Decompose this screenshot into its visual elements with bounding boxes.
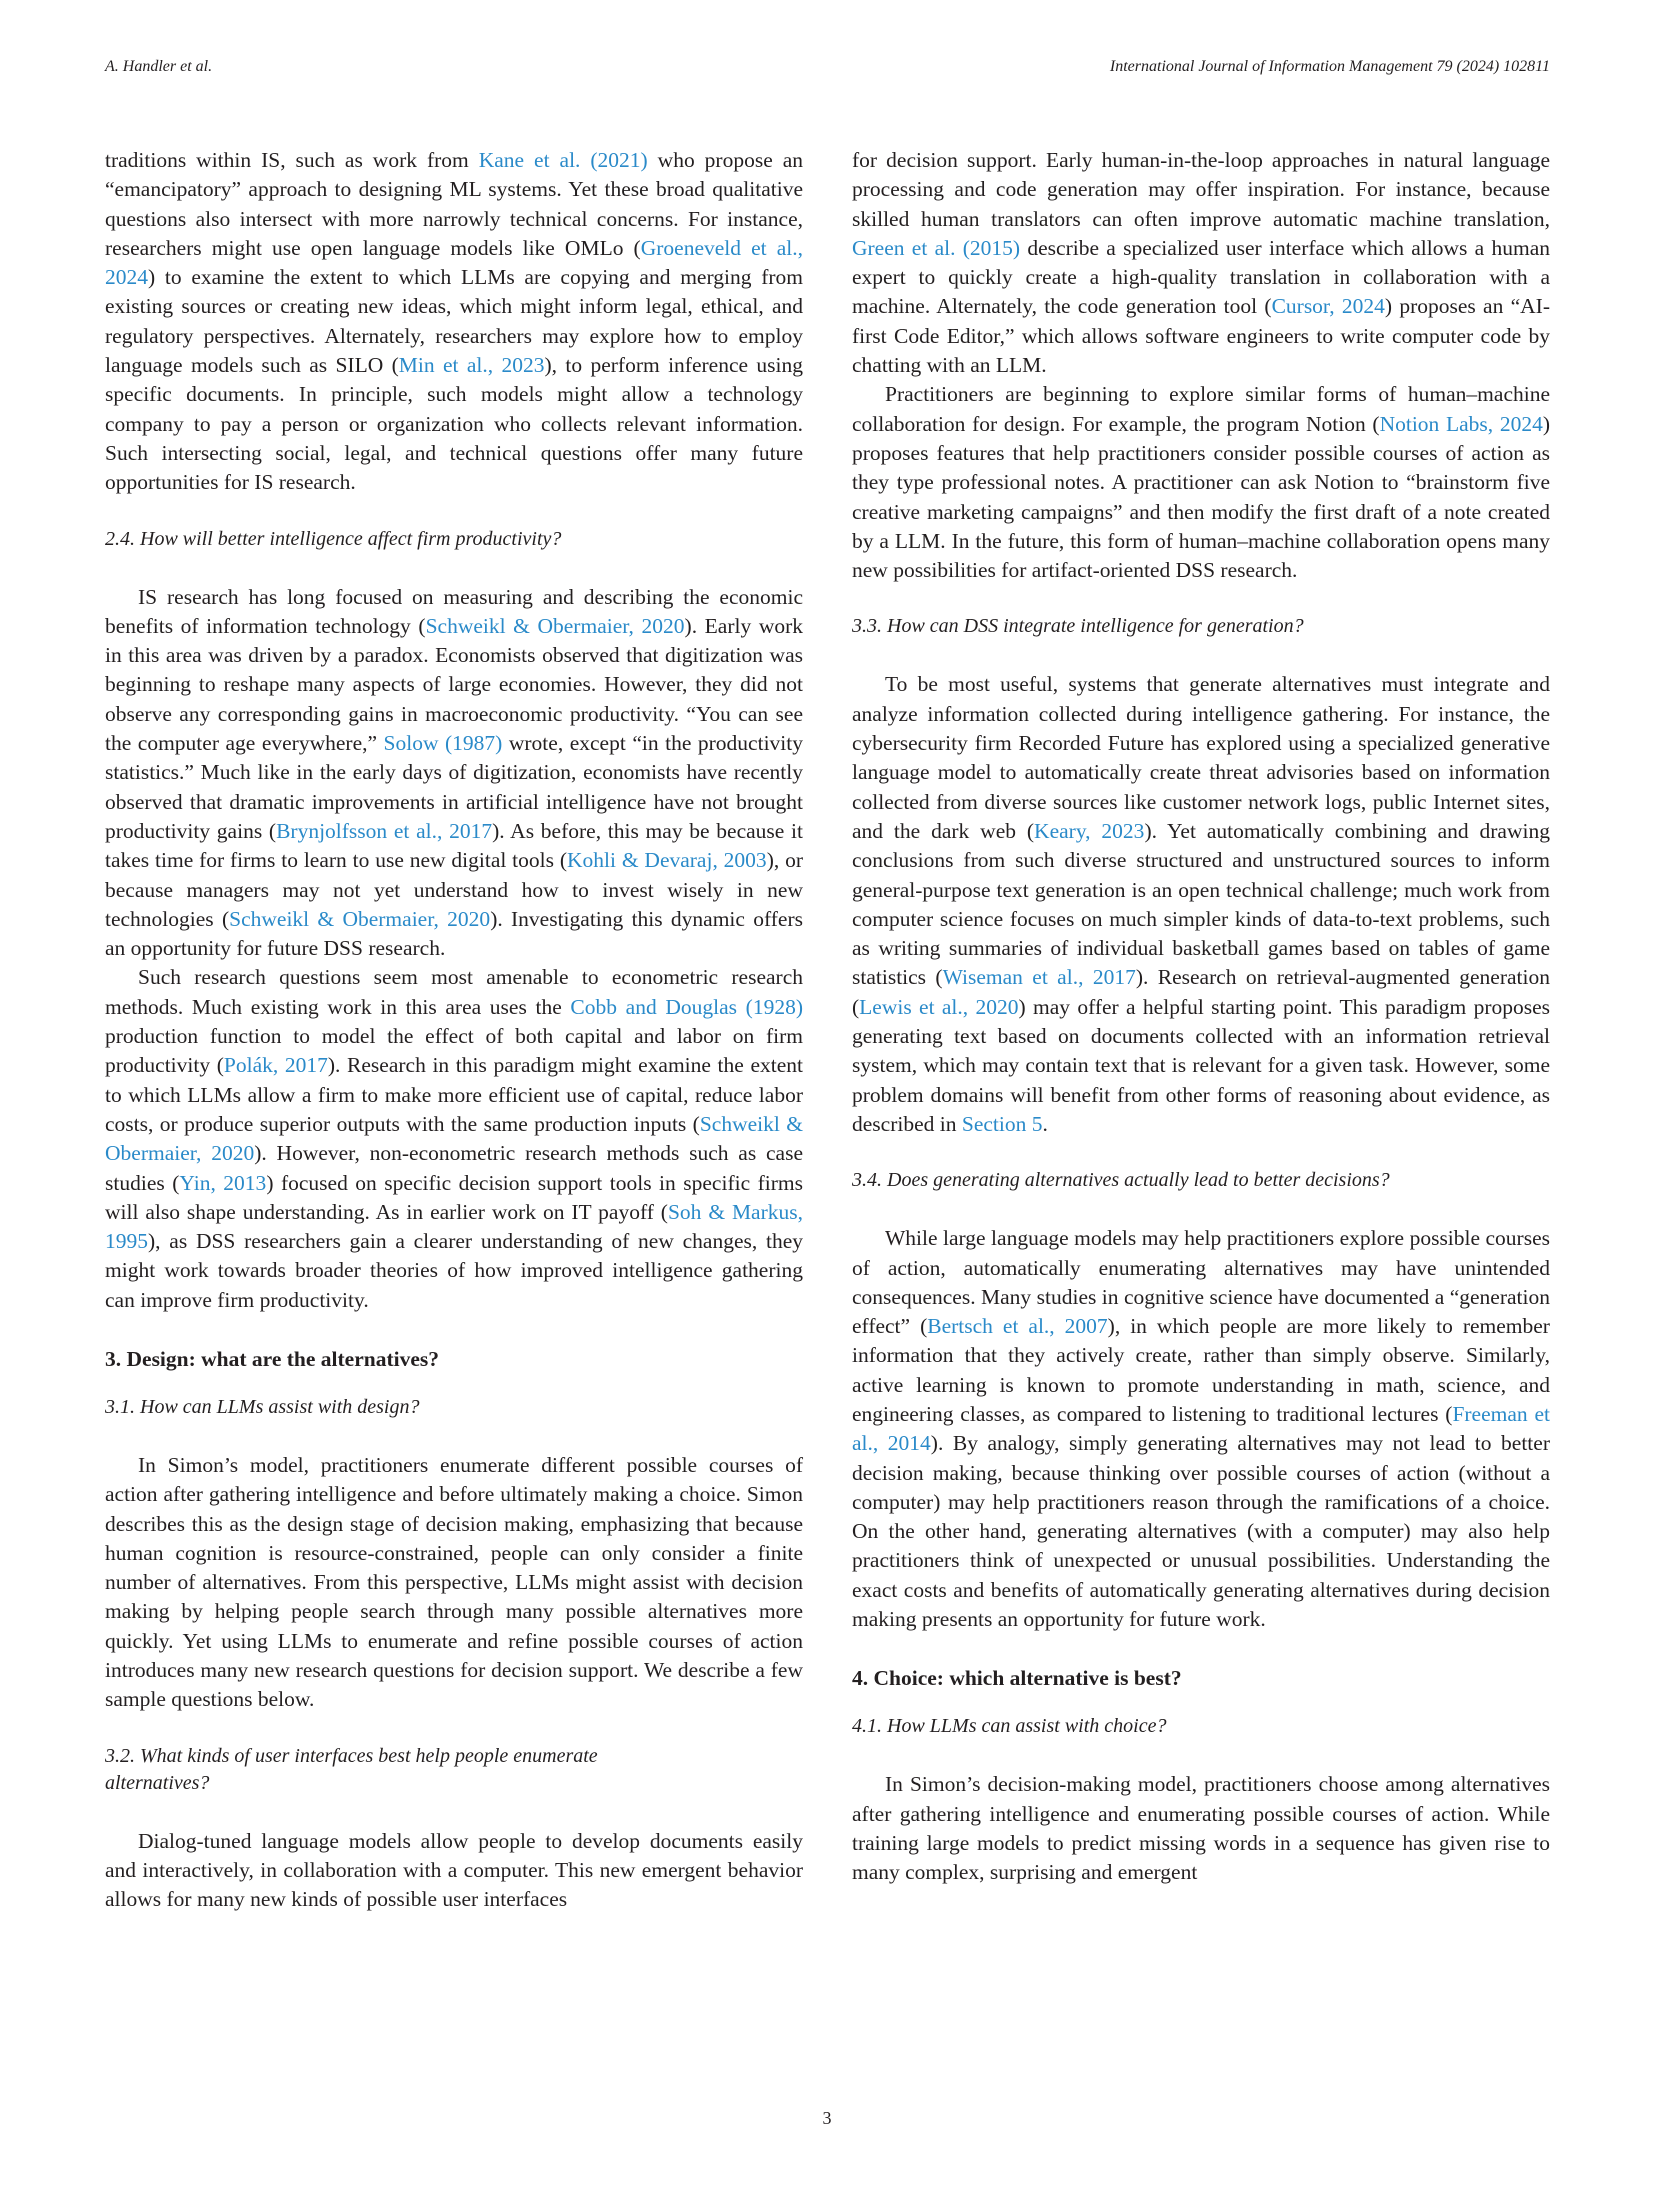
citation-link[interactable]: Solow (1987) [383,731,503,756]
citation-link[interactable]: Schweikl & Obermaier, 2020 [229,906,491,931]
citation-link[interactable]: Soh & Markus, 1995 [105,1199,804,1254]
section-link[interactable]: Section 5 [961,1111,1043,1136]
citation-link[interactable]: Kohli & Devaraj, 2003 [567,848,767,873]
paragraph: Practitioners are beginning to explore similar forms of human–machine collaboration for design. For example, the program Notion (Notion Labs, 2024) proposes features that help practitioners consider possible courses of action as they type professional notes. A practitioner can ask Notion to “brainstorm five creative marketing campaigns” and then modify the first draft of a note created by a LLM. In the future, this form of human–machine collaboration opens many new possibilities for artifact-oriented DSS research. [852,382,1550,583]
header-authors: A. Handler et al. [105,58,213,75]
right-column [852,146,1550,1888]
paragraph: Dialog-tuned language models allow people to develop documents easily and interactively, in collaboration with a computer. This new emergent behavior allows for many new kinds of possible user interfaces [105,1828,803,1912]
paragraph: While large language models may help practitioners explore possible courses of action, automatically enumerating alternatives may have unintended consequences. Many studies in cognitive science have documented a “generation effect” (Bertsch et al., 2007), in which people are more likely to remember information that they actively create, rather than simply observe. Similarly, active learning is known to promote understanding in math, science, and engineering classes, as compared to listening to traditional lectures (Freeman et al., 2014). By analogy, simply generating alternatives may not lead to better decision making, because thinking over possible courses of action (without a computer) may help practitioners reason through the ramifications of a choice. On the other hand, generating alternatives (with a computer) may also help practitioners think of unexpected or unusual possibilities. Understanding the exact costs and benefits of automatically generating alternatives during decision making presents an opportunity for future work. [852,1226,1550,1632]
paragraph: In Simon’s decision-making model, practitioners choose among alternatives after gathering intelligence and enumerating possible courses of action. While training large models to predict missing words in a sequence has given rise to many complex, surprising and emergent [852,1772,1550,1885]
citation-link[interactable]: Cursor, 2024 [1271,294,1385,319]
subsection-heading-3-3: 3.3. How can DSS integrate intelligence for generation? [852,615,1304,638]
running-head [105,58,1550,82]
left-column [105,146,803,1915]
paragraph: Such research questions seem most amenable to econometric research methods. Much existing work in this area uses the Cobb and Douglas (1928) production function to model the effect of both capital and labor on firm productivity (Polák, 2017). Research in this paradigm might examine the extent to which LLMs allow a firm to make more efficient use of capital, reduce labor costs, or produce superior outputs with the same production inputs (Schweikl & Obermaier, 2020). However, non-econometric research methods such as case studies (Yin, 2013) focused on specific decision support tools in specific firms will also shape understanding. As in earlier work on IT payoff (Soh & Markus, 1995), as DSS researchers gain a clearer understanding of new changes, they might work towards broader theories of how improved intelligence gathering can improve firm productivity. [105,965,804,1312]
section-heading-3: 3. Design: what are the alternatives? [105,1346,439,1371]
citation-link[interactable]: Yin, 2013 [179,1170,267,1195]
page-number: 3 [822,2108,832,2128]
paragraph: traditions within IS, such as work from Kane et al. (2021) who propose an “emancipatory” approach to designing ML systems. Yet these broad qualitative questions also intersect with more narrowly technical concerns. For instance, researchers might use open language models like OMLo (Groeneveld et al., 2024) to examine the extent to which LLMs are copying and merging from existing sources or creating new ideas, which might inform legal, ethical, and regulatory perspectives. Alternately, researchers may explore how to employ language models such as SILO (Min et al., 2023), to perform inference using specific documents. In principle, such models might allow a technology company to pay a person or organization who collects relevant information. Such intersecting social, legal, and technical questions offer many future opportunities for IS research. [105,148,804,495]
paragraph: In Simon’s model, practitioners enumerate different possible courses of action after gathering intelligence and before ultimately making a choice. Simon describes this as the design stage of decision making, emphasizing that because human cognition is resource-constrained, people can only consider a finite number of alternatives. From this perspective, LLMs might assist with decision making by helping people search through many possible alternatives more quickly. Yet using LLMs to enumerate and refine possible courses of action introduces many new research questions for decision support. We describe a few sample questions below. [105,1452,803,1712]
citation-link[interactable]: Green et al. (2015) [852,235,1021,260]
header-journal: International Journal of Information Management 79 (2024) 102811 [1109,58,1550,75]
subsection-heading-3-1: 3.1. How can LLMs assist with design? [105,1395,420,1418]
citation-link[interactable]: Schweikl & Obermaier, 2020 [425,613,685,638]
paragraph: To be most useful, systems that generate alternatives must integrate and analyze information collected during intelligence gathering. For instance, the cybersecurity firm Recorded Future has explored using a specialized generative language model to automatically create threat advisories based on information collected from diverse sources like customer network logs, public Internet sites, and the dark web (Keary, 2023). Yet automatically combining and drawing conclusions from such diverse structured and unstructured sources to inform general-purpose text generation is an open technical challenge; much work from computer science focuses on much simpler kinds of data-to-text problems, such as writing summaries of individual basketball games based on tables of game statistics (Wiseman et al., 2017). Research on retrieval-augmented generation (Lewis et al., 2020) may offer a helpful starting point. This paradigm proposes generating text based on documents collected with an information retrieval system, which may contain text that is relevant for a given task. However, some problem domains will benefit from other forms of reasoning about evidence, as described in Section 5. [852,672,1551,1136]
paragraph: for decision support. Early human-in-the-loop approaches in natural language processing and code generation may offer inspiration. For instance, because skilled human translators can often improve automatic machine translation, Green et al. (2015) describe a specialized user interface which allows a human expert to quickly create a high-quality translation in collaboration with a machine. Alternately, the code generation tool (Cursor, 2024) proposes an “AI-first Code Editor,” which allows software engineers to write computer code by chatting with an LLM. [852,148,1551,378]
citation-link[interactable]: Bertsch et al., 2007 [927,1314,1108,1339]
citation-link[interactable]: Schweikl & Obermaier, 2020 [105,1111,803,1166]
subsection-heading-4-1: 4.1. How LLMs can assist with choice? [852,1715,1167,1738]
subsection-heading-3-2: 3.2. What kinds of user interfaces best help people enumerate alternatives? [105,1744,598,1794]
citation-link[interactable]: Keary, 2023 [1034,818,1145,843]
citation-link[interactable]: Min et al., 2023 [398,353,545,378]
citation-link[interactable]: Cobb and Douglas (1928) [570,994,803,1019]
subsection-heading-2-4: 2.4. How will better intelligence affect firm productivity? [105,527,562,550]
citation-link[interactable]: Freeman et al., 2014 [852,1401,1550,1456]
paragraph: IS research has long focused on measuring and describing the economic benefits of information technology (Schweikl & Obermaier, 2020). Early work in this area was driven by a paradox. Economists observed that digitization was beginning to reshape many aspects of large economies. However, they did not observe any corresponding gains in macroeconomic productivity. “You can see the computer age everywhere,” Solow (1987) wrote, except “in the productivity statistics.” Much like in the early days of digitization, economists have recently observed that dramatic improvements in artificial intelligence have not brought productivity gains (Brynjolfsson et al., 2017). As before, this may be because it takes time for firms to learn to use new digital tools (Kohli & Devaraj, 2003), or because managers may not yet understand how to invest wisely in new technologies (Schweikl & Obermaier, 2020). Investigating this dynamic offers an opportunity for future DSS research. [105,584,804,961]
citation-link[interactable]: Groeneveld et al., 2024 [105,235,804,290]
citation-link[interactable]: Notion Labs, 2024 [1379,411,1543,436]
citation-link[interactable]: Lewis et al., 2020 [859,994,1019,1019]
citation-link[interactable]: Polák, 2017 [223,1053,328,1078]
citation-link[interactable]: Kane et al. (2021) [478,148,648,172]
citation-link[interactable]: Brynjolfsson et al., 2017 [276,818,493,843]
section-heading-4: 4. Choice: which alternative is best? [852,1666,1182,1691]
citation-link[interactable]: Wiseman et al., 2017 [942,965,1136,990]
subsection-heading-3-4: 3.4. Does generating alternatives actually lead to better decisions? [852,1169,1390,1192]
